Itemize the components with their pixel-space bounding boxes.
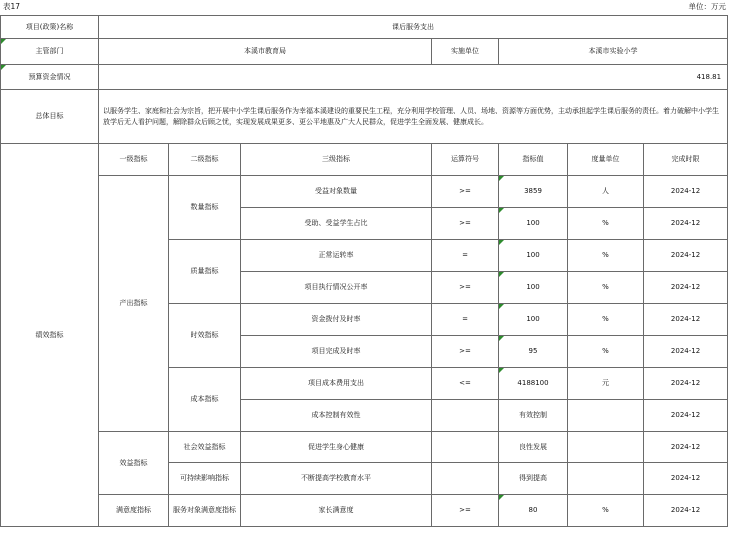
indicator-name[interactable]: 家长满意度 [241, 495, 432, 527]
header-unit: 度量单位 [568, 144, 644, 176]
goal-text[interactable]: 以服务学生、家庭和社会为宗旨，把开展中小学生课后服务作为幸福本溪建设的重要民生工程，充分利用学校管理、人员、场地、资源等方面优势，主动承担起学生课后服务的责任。着力破解中小学生放学后无人看护问题，解除群众后顾之忧，实现发展成果更多、更公平地惠及广大人民群众，促进学生全面发展、健康成长。 [99, 90, 728, 144]
indicator-deadline[interactable]: 2024-12 [644, 400, 728, 432]
indicator-deadline[interactable]: 2024-12 [644, 240, 728, 272]
indicator-name[interactable]: 促进学生身心健康 [241, 432, 432, 463]
level2-social: 社会效益指标 [169, 432, 241, 463]
indicator-op[interactable] [432, 400, 499, 432]
indicator-op[interactable]: >= [432, 208, 499, 240]
level2-timeliness: 时效指标 [169, 304, 241, 368]
perf-label: 绩效指标 [1, 144, 99, 527]
dept-row [1, 39, 728, 65]
level2-service: 服务对象满意度指标 [169, 495, 241, 527]
indicator-deadline[interactable]: 2024-12 [644, 432, 728, 463]
indicator-deadline[interactable]: 2024-12 [644, 463, 728, 495]
level1-satisfaction: 满意度指标 [99, 495, 169, 527]
indicator-unit[interactable]: 元 [568, 368, 644, 400]
indicator-name[interactable]: 项目完成及时率 [241, 336, 432, 368]
indicator-op[interactable]: = [432, 240, 499, 272]
indicator-unit[interactable]: % [568, 304, 644, 336]
performance-goal-table [0, 15, 728, 527]
table-row [1, 495, 728, 527]
header-deadline: 完成时限 [644, 144, 728, 176]
level2-quality: 质量指标 [169, 240, 241, 304]
indicator-name[interactable]: 不断提高学校教育水平 [241, 463, 432, 495]
indicator-op[interactable] [432, 463, 499, 495]
indicator-name[interactable]: 正常运转率 [241, 240, 432, 272]
impl-value[interactable]: 本溪市实验小学 [499, 39, 728, 65]
dept-label: 主管部门 [1, 39, 99, 65]
header-op: 运算符号 [432, 144, 499, 176]
header-level3: 三级指标 [241, 144, 432, 176]
indicator-value[interactable]: 4188100 [499, 368, 568, 400]
table-row [1, 432, 728, 463]
indicator-name[interactable]: 受益对象数量 [241, 176, 432, 208]
indicator-unit[interactable]: % [568, 495, 644, 527]
indicator-unit[interactable] [568, 463, 644, 495]
level1-benefit: 效益指标 [99, 432, 169, 495]
header-level1: 一级指标 [99, 144, 169, 176]
indicator-op[interactable]: >= [432, 336, 499, 368]
sheet-title: 表17 [3, 2, 21, 11]
indicator-op[interactable] [432, 432, 499, 463]
indicator-unit[interactable]: % [568, 208, 644, 240]
indicator-value[interactable]: 有效控制 [499, 400, 568, 432]
indicator-name[interactable]: 项目执行情况公开率 [241, 272, 432, 304]
indicator-deadline[interactable]: 2024-12 [644, 304, 728, 336]
indicator-op[interactable]: >= [432, 176, 499, 208]
indicator-op[interactable]: >= [432, 272, 499, 304]
header-value: 指标值 [499, 144, 568, 176]
dept-value[interactable]: 本溪市教育局 [99, 39, 432, 65]
indicator-op[interactable]: <= [432, 368, 499, 400]
indicator-unit[interactable]: % [568, 272, 644, 304]
budget-value[interactable]: 418.81 [99, 65, 728, 90]
goal-label: 总体目标 [1, 90, 99, 144]
level2-sustain: 可持续影响指标 [169, 463, 241, 495]
indicator-value[interactable]: 100 [499, 304, 568, 336]
indicator-deadline[interactable]: 2024-12 [644, 336, 728, 368]
header-level2: 二级指标 [169, 144, 241, 176]
indicator-value[interactable]: 100 [499, 240, 568, 272]
perf-header-row [1, 144, 728, 176]
indicator-name[interactable]: 资金拨付及时率 [241, 304, 432, 336]
indicator-op[interactable]: = [432, 304, 499, 336]
indicator-deadline[interactable]: 2024-12 [644, 495, 728, 527]
indicator-value[interactable]: 3859 [499, 176, 568, 208]
indicator-value[interactable]: 100 [499, 208, 568, 240]
indicator-value[interactable]: 得到提高 [499, 463, 568, 495]
unit-label: 单位：万元 [688, 2, 726, 11]
indicator-deadline[interactable]: 2024-12 [644, 368, 728, 400]
indicator-value[interactable]: 95 [499, 336, 568, 368]
project-name-row [1, 16, 728, 39]
indicator-unit[interactable]: % [568, 240, 644, 272]
indicator-unit[interactable] [568, 400, 644, 432]
goal-row [1, 90, 728, 144]
indicator-value[interactable]: 良性发展 [499, 432, 568, 463]
level2-quantity: 数量指标 [169, 176, 241, 240]
project-name-label: 项目(政策)名称 [1, 16, 99, 39]
budget-row [1, 65, 728, 90]
indicator-deadline[interactable]: 2024-12 [644, 176, 728, 208]
budget-label: 预算资金情况 [1, 65, 99, 90]
indicator-unit[interactable] [568, 432, 644, 463]
level2-cost: 成本指标 [169, 368, 241, 432]
indicator-value[interactable]: 100 [499, 272, 568, 304]
indicator-value[interactable]: 80 [499, 495, 568, 527]
indicator-unit[interactable]: 人 [568, 176, 644, 208]
indicator-deadline[interactable]: 2024-12 [644, 208, 728, 240]
project-name[interactable]: 课后服务支出 [99, 16, 728, 39]
indicator-name[interactable]: 受助、受益学生占比 [241, 208, 432, 240]
indicator-op[interactable]: >= [432, 495, 499, 527]
impl-label: 实施单位 [432, 39, 499, 65]
indicator-name[interactable]: 项目成本费用支出 [241, 368, 432, 400]
indicator-name[interactable]: 成本控制有效性 [241, 400, 432, 432]
indicator-unit[interactable]: % [568, 336, 644, 368]
level1-output: 产出指标 [99, 176, 169, 432]
indicator-deadline[interactable]: 2024-12 [644, 272, 728, 304]
table-row [1, 176, 728, 208]
